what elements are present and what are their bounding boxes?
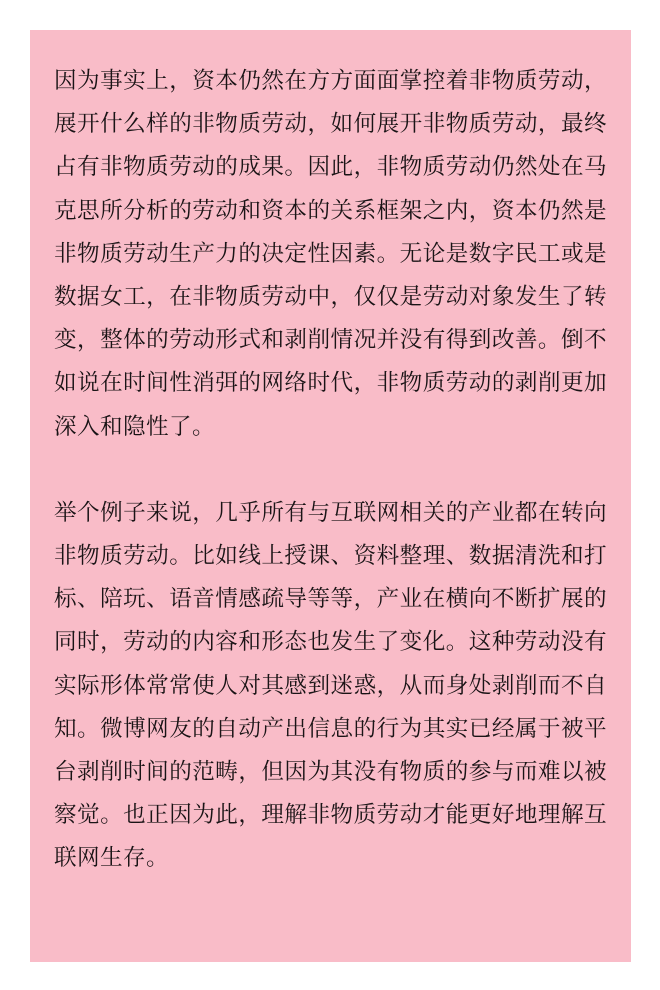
text-panel [30,30,631,962]
paragraph-1: 因为事实上，资本仍然在方方面面掌控着非物质劳动，展开什么样的非物质劳动，如何展开非物质劳动，最终占有非物质劳动的成果。因此，非物质劳动仍然处在马克思所分析的劳动和资本的关系框架之内，资本仍然是非物质劳动生产力的决定性因素。无论是数字民工或是数据女工，在非物质劳动中，仅仅是劳动对象发生了转变，整体的劳动形式和剥削情况并没有得到改善。倒不如说在时间性消弭的网络时代，非物质劳动的剥削更加深入和隐性了。 [54,68,607,440]
paragraph-2: 举个例子来说，几乎所有与互联网相关的产业都在转向非物质劳动。比如线上授课、资料整理、数据清洗和打标、陪玩、语音情感疏导等等，产业在横向不断扩展的同时，劳动的内容和形态也发生了变化。这种劳动没有实际形体常常使人对其感到迷惑，从而身处剥削而不自知。微博网友的自动产出信息的行为其实已经属于被平台剥削时间的范畴，但因为其没有物质的参与而难以被察觉。也正因为此，理解非物质劳动才能更好地理解互联网生存。 [54,499,607,872]
